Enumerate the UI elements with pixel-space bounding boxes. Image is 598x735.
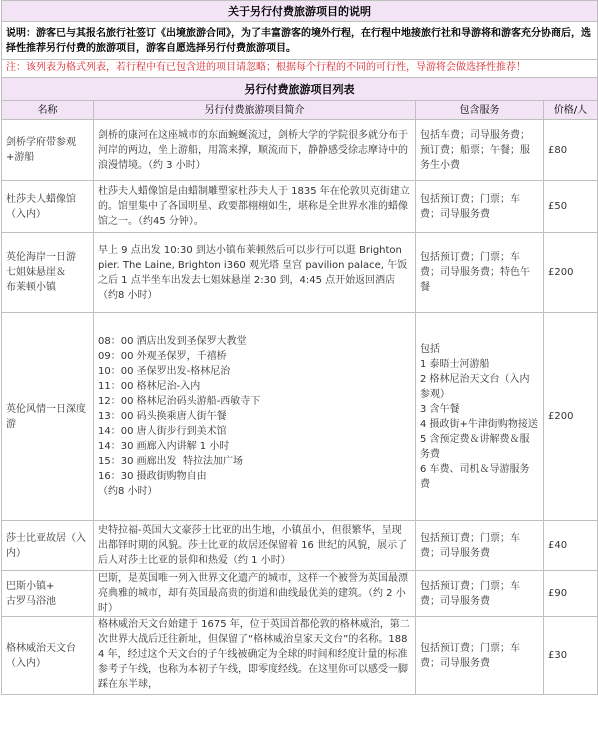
services-line: 2 格林尼治天文台（入内参观） bbox=[420, 373, 530, 400]
document bbox=[1, 0, 597, 695]
item-services: 包括预订费；门票；车费；司导服务费 bbox=[416, 571, 544, 617]
item-name-line: 英伦海岸一日游 bbox=[6, 252, 76, 263]
document-title: 关于另行付费旅游项目的说明 bbox=[2, 1, 598, 22]
item-services: 包括车费；司导服务费；预订费；船票；午餐；服务生小费 bbox=[416, 120, 544, 181]
item-name bbox=[2, 617, 94, 695]
table-row bbox=[2, 313, 598, 521]
item-price: £200 bbox=[544, 313, 598, 521]
item-name-line: 古罗马浴池 bbox=[6, 595, 56, 607]
item-name bbox=[2, 521, 94, 571]
item-name-line: 英伦风情一日深度游 bbox=[6, 403, 86, 430]
item-price: £90 bbox=[544, 571, 598, 617]
item-name bbox=[2, 181, 94, 233]
schedule-line: 14：00 唐人街步行到美术馆 bbox=[98, 426, 227, 437]
column-header-name: 名称 bbox=[2, 101, 94, 120]
item-name-line: 杜莎夫人蜡像馆（入内） bbox=[6, 193, 76, 220]
item-services: 包括预订费；门票；车费；司导服务费 bbox=[416, 181, 544, 233]
item-description-line: （约8 小时） bbox=[98, 289, 158, 301]
table-row bbox=[2, 233, 598, 313]
intro-text: 说明：游客已与其报名旅行社签订《出境旅游合同》，为了丰富游客的境外行程，在行程中地接旅行社和导游将和游客充分协商后，选择性推荐另行付费的旅游项目，游客自愿选择另行付费旅游项目。 bbox=[2, 22, 598, 60]
item-price: £30 bbox=[544, 617, 598, 695]
item-name bbox=[2, 233, 94, 313]
item-services: 包括预订费；门票；车费；司导服务费 bbox=[416, 521, 544, 571]
item-name-line: 布莱顿小镇 bbox=[6, 282, 56, 293]
item-services bbox=[416, 313, 544, 521]
item-name bbox=[2, 571, 94, 617]
note-text: 注：该列表为格式列表，若行程中有已包含进的项目请忽略；根据每个行程的不同的可行性，导游将会做选择性推荐！ bbox=[2, 60, 598, 78]
column-header-price: 价格/人 bbox=[544, 101, 598, 120]
item-description: 史特拉福-英国大文豪莎士比亚的出生地，小镇虽小，但很繁华，呈现出都铎时期的风貌。莎士比亚的故居还保留着 16 世纪的风貌，展示了后人对莎士比亚的景仰和热爱（约 1 小时） bbox=[94, 521, 416, 571]
services-line: 4 摄政街+牛津街购物接送 bbox=[420, 418, 538, 430]
services-line: 1 泰晤士河游船 bbox=[420, 358, 490, 370]
item-description-line: 早上 9 点出发 10:30 到达小镇布莱顿然后可以步行可以逛 Brighton pier. The Laine, Brighton i360 观光塔 皇宫 pavilion palace, 午饭之后 1 点半坐车出发去七姐妹悬崖 2:30 到，4:45 点开始返回酒店 bbox=[98, 244, 408, 286]
item-description: 剑桥的康河在这座城市的东面蜿蜒流过，剑桥大学的学院很多就分布于河岸的两边，坐上游船，用篙来撑，顺流而下，静静感受徐志摩诗中的浪漫情境。（约 3 小时） bbox=[94, 120, 416, 181]
table-row bbox=[2, 617, 598, 695]
item-price: £200 bbox=[544, 233, 598, 313]
schedule-line: （约8 小时） bbox=[98, 486, 158, 497]
item-name-line: 巴斯小镇+ bbox=[6, 580, 55, 592]
item-name-line: +游船 bbox=[6, 152, 35, 163]
schedule-line: 13：00 码头换乘唐人街午餐 bbox=[98, 411, 227, 422]
item-description: 杜莎夫人蜡像馆是由蜡制雕塑家杜莎夫人于 1835 年在伦敦贝克街建立的。馆里集中了各国明星、政要都栩栩如生，堪称是全世界水准的蜡像馆之一。（约45 分钟）。 bbox=[94, 181, 416, 233]
schedule-line: 11：00 格林尼治-入内 bbox=[98, 381, 201, 392]
column-header-description: 另行付费旅游项目简介 bbox=[94, 101, 416, 120]
item-name-line: 格林威治天文台（入内） bbox=[6, 642, 76, 669]
table-row bbox=[2, 521, 598, 571]
table-header-row bbox=[2, 101, 598, 120]
item-price: £80 bbox=[544, 120, 598, 181]
item-name-line: 莎士比亚故居（入内） bbox=[6, 532, 86, 559]
services-line: 包括 bbox=[420, 343, 440, 355]
schedule-line: 09：00 外观圣保罗，千禧桥 bbox=[98, 351, 227, 362]
item-name-line: 七姐妹悬崖＆ bbox=[6, 267, 66, 278]
item-description: 格林威治天文台始建于 1675 年，位于英国首都伦敦的格林威治，第二次世界大战后迁往新址，但保留了“格林威治皇家天文台”的名称。1884 年，经过这个天文台的子午线被确定为全球的时间和经度计量的标准参考子午线，也称为本初子午线，即零度经线。在这里你可以感受一脚踩在东半球， bbox=[94, 617, 416, 695]
schedule-line: 15：30 画廊出发 特拉法加广场 bbox=[98, 456, 243, 467]
services-line: 3 含午餐 bbox=[420, 403, 460, 415]
table-row bbox=[2, 120, 598, 181]
schedule-line: 12：00 格林尼治码头游船-西敏寺下 bbox=[98, 396, 261, 407]
table-row bbox=[2, 571, 598, 617]
item-services: 包括预订费；门票；车费；司导服务费 bbox=[416, 617, 544, 695]
list-title: 另行付费旅游项目列表 bbox=[2, 78, 598, 101]
item-price: £40 bbox=[544, 521, 598, 571]
schedule-line: 10：00 圣保罗出发-格林尼治 bbox=[98, 366, 231, 377]
item-description bbox=[94, 233, 416, 313]
schedule-line: 14：30 画廊入内讲解 1 小时 bbox=[98, 441, 230, 452]
column-header-services: 包含服务 bbox=[416, 101, 544, 120]
services-line: 6 车费、司机＆导游服务费 bbox=[420, 463, 530, 490]
item-name-line: 剑桥学府带参观 bbox=[6, 137, 76, 148]
item-name bbox=[2, 313, 94, 521]
document-table bbox=[1, 0, 598, 695]
item-schedule bbox=[94, 313, 416, 521]
schedule-line: 08：00 酒店出发到圣保罗大教堂 bbox=[98, 336, 247, 347]
schedule-line: 16：30 摄政街购物自由 bbox=[98, 471, 207, 482]
services-line: 5 含预定费＆讲解费＆服务费 bbox=[420, 433, 530, 460]
item-name bbox=[2, 120, 94, 181]
item-services: 包括预订费；门票；车费；司导服务费；特色午餐 bbox=[416, 233, 544, 313]
item-description: 巴斯，是英国唯一列入世界文化遗产的城市，这样一个被誉为英国最漂亮典雅的城市，却有英国最高贵的街道和曲线最优美的建筑。（约 2 小时） bbox=[94, 571, 416, 617]
item-price: £50 bbox=[544, 181, 598, 233]
table-row bbox=[2, 181, 598, 233]
